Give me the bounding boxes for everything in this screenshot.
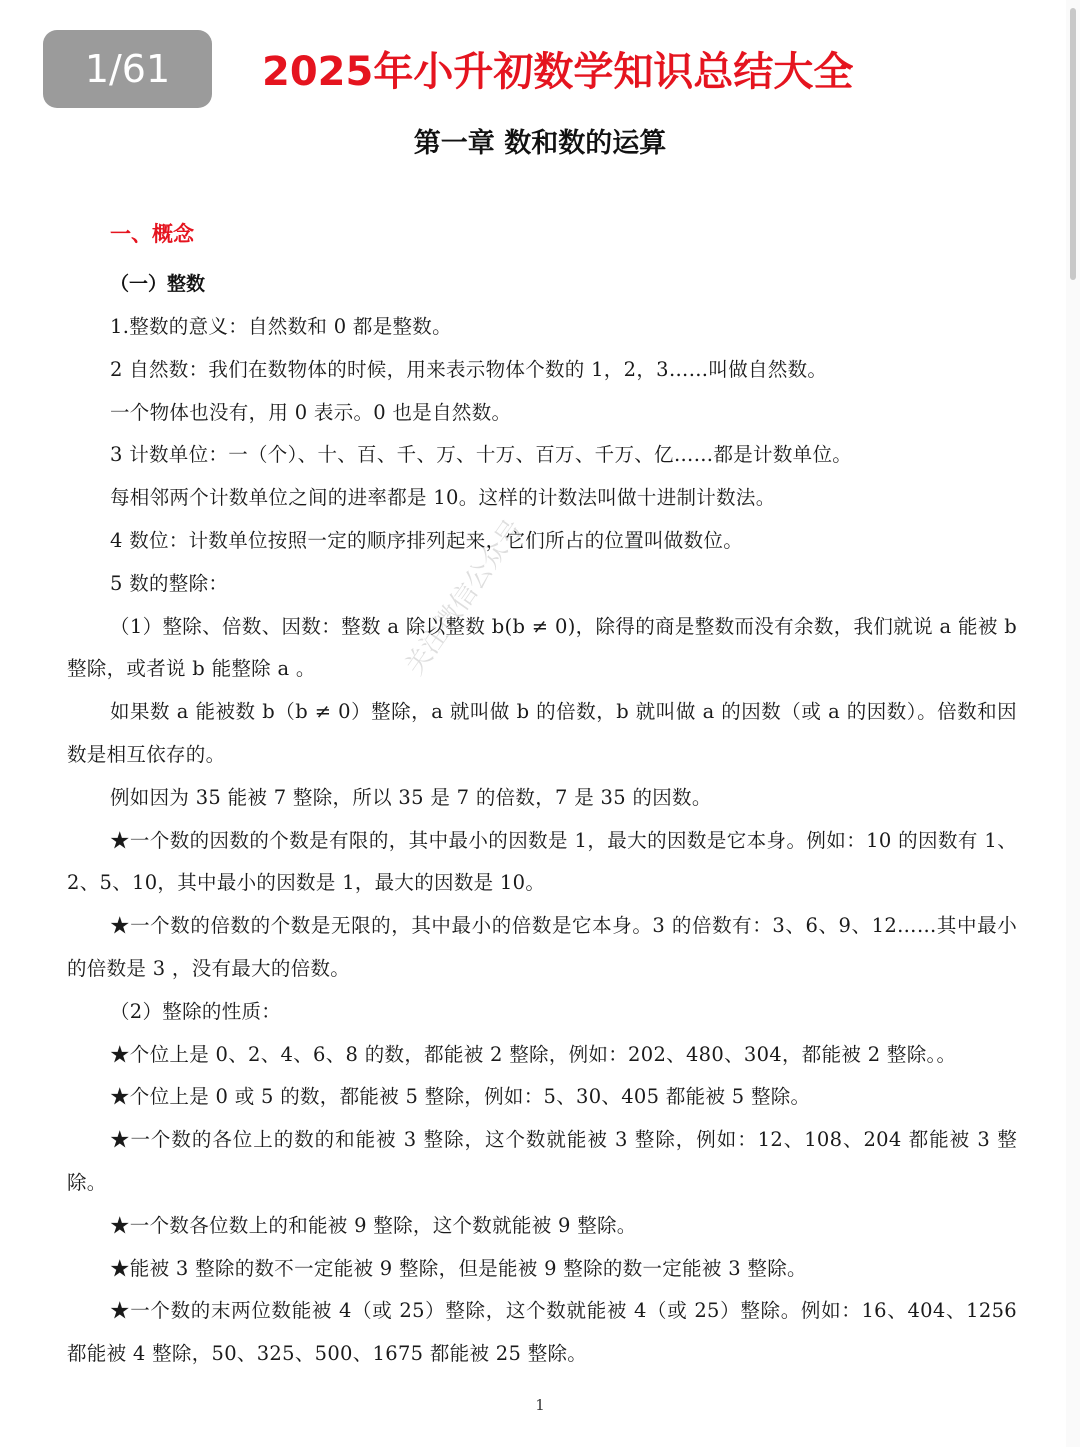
subsection-heading: （一）整数 xyxy=(110,273,206,295)
paragraph: ★一个数的倍数的个数是无限的，其中最小的倍数是它本身。3 的倍数有：3、6、9、12……其中最小的倍数是 3 ，没有最大的倍数。 xyxy=(67,914,1017,980)
section-heading: 一、概念 xyxy=(110,222,194,246)
scrollbar[interactable] xyxy=(1066,0,1080,1447)
paragraph: 2 自然数：我们在数物体的时候，用来表示物体个数的 1，2，3……叫做自然数。 xyxy=(110,357,828,381)
paragraph: 4 数位：计数单位按照一定的顺序排列起来，它们所占的位置叫做数位。 xyxy=(110,528,744,552)
paragraph: ★一个数各位数上的和能被 9 整除，这个数就能被 9 整除。 xyxy=(110,1213,637,1237)
document-body xyxy=(67,306,1017,1376)
chapter-title: 第一章 数和数的运算 xyxy=(413,128,667,159)
paragraph: ★一个数的末两位数能被 4（或 25）整除，这个数就能被 4（或 25）整除。例如：16、404、1256 都能被 4 整除，50、325、500、1675 都能被 25 整除。 xyxy=(67,1299,1017,1366)
document-title: 2025年小升初数学知识总结大全 xyxy=(262,49,854,95)
paragraph: 一个物体也没有，用 0 表示。0 也是自然数。 xyxy=(110,400,512,424)
paragraph: ★能被 3 整除的数不一定能被 9 整除，但是能被 9 整除的数一定能被 3 整除。 xyxy=(110,1256,807,1280)
paragraph: 例如因为 35 能被 7 整除，所以 35 是 7 的倍数，7 是 35 的因数。 xyxy=(110,785,712,809)
paragraph: （1）整除、倍数、因数：整数 a 除以整数 b(b ≠ 0)，除得的商是整数而没有余数，我们就说 a 能被 b 整除，或者说 b 能整除 a 。 xyxy=(67,614,1017,681)
watermark: 关注微信公众号 xyxy=(399,514,529,681)
scroll-thumb[interactable] xyxy=(1070,8,1076,280)
paragraph: 1.整数的意义：自然数和 0 都是整数。 xyxy=(110,315,452,338)
page-number: 1 xyxy=(535,1396,545,1414)
paragraph: ★一个数的因数的个数是有限的，其中最小的因数是 1，最大的因数是它本身。例如：10 的因数有 1、2、5、10，其中最小的因数是 1，最大的因数是 10。 xyxy=(67,828,1017,895)
paragraph: 5 数的整除： xyxy=(110,571,229,595)
paragraph: 每相邻两个计数单位之间的进率都是 10。这样的计数法叫做十进制计数法。 xyxy=(110,486,776,510)
paragraph: 3 计数单位：一（个）、十、百、千、万、十万、百万、千万、亿……都是计数单位。 xyxy=(110,443,853,467)
paragraph: 如果数 a 能被数 b（b ≠ 0）整除，a 就叫做 b 的倍数，b 就叫做 a 的因数（或 a 的因数）。倍数和因数是相互依存的。 xyxy=(67,700,1017,766)
paragraph: ★个位上是 0、2、4、6、8 的数，都能被 2 整除，例如：202、480、304，都能被 2 整除。。 xyxy=(110,1042,957,1066)
paragraph: ★一个数的各位上的数的和能被 3 整除，这个数就能被 3 整除，例如：12、108、204 都能被 3 整除。 xyxy=(67,1128,1017,1194)
paragraph: ★个位上是 0 或 5 的数，都能被 5 整除，例如：5、30、405 都能被 5 整除。 xyxy=(110,1085,811,1109)
paragraph: （2）整除的性质： xyxy=(110,999,282,1023)
page-counter: 1/61 xyxy=(43,30,212,108)
